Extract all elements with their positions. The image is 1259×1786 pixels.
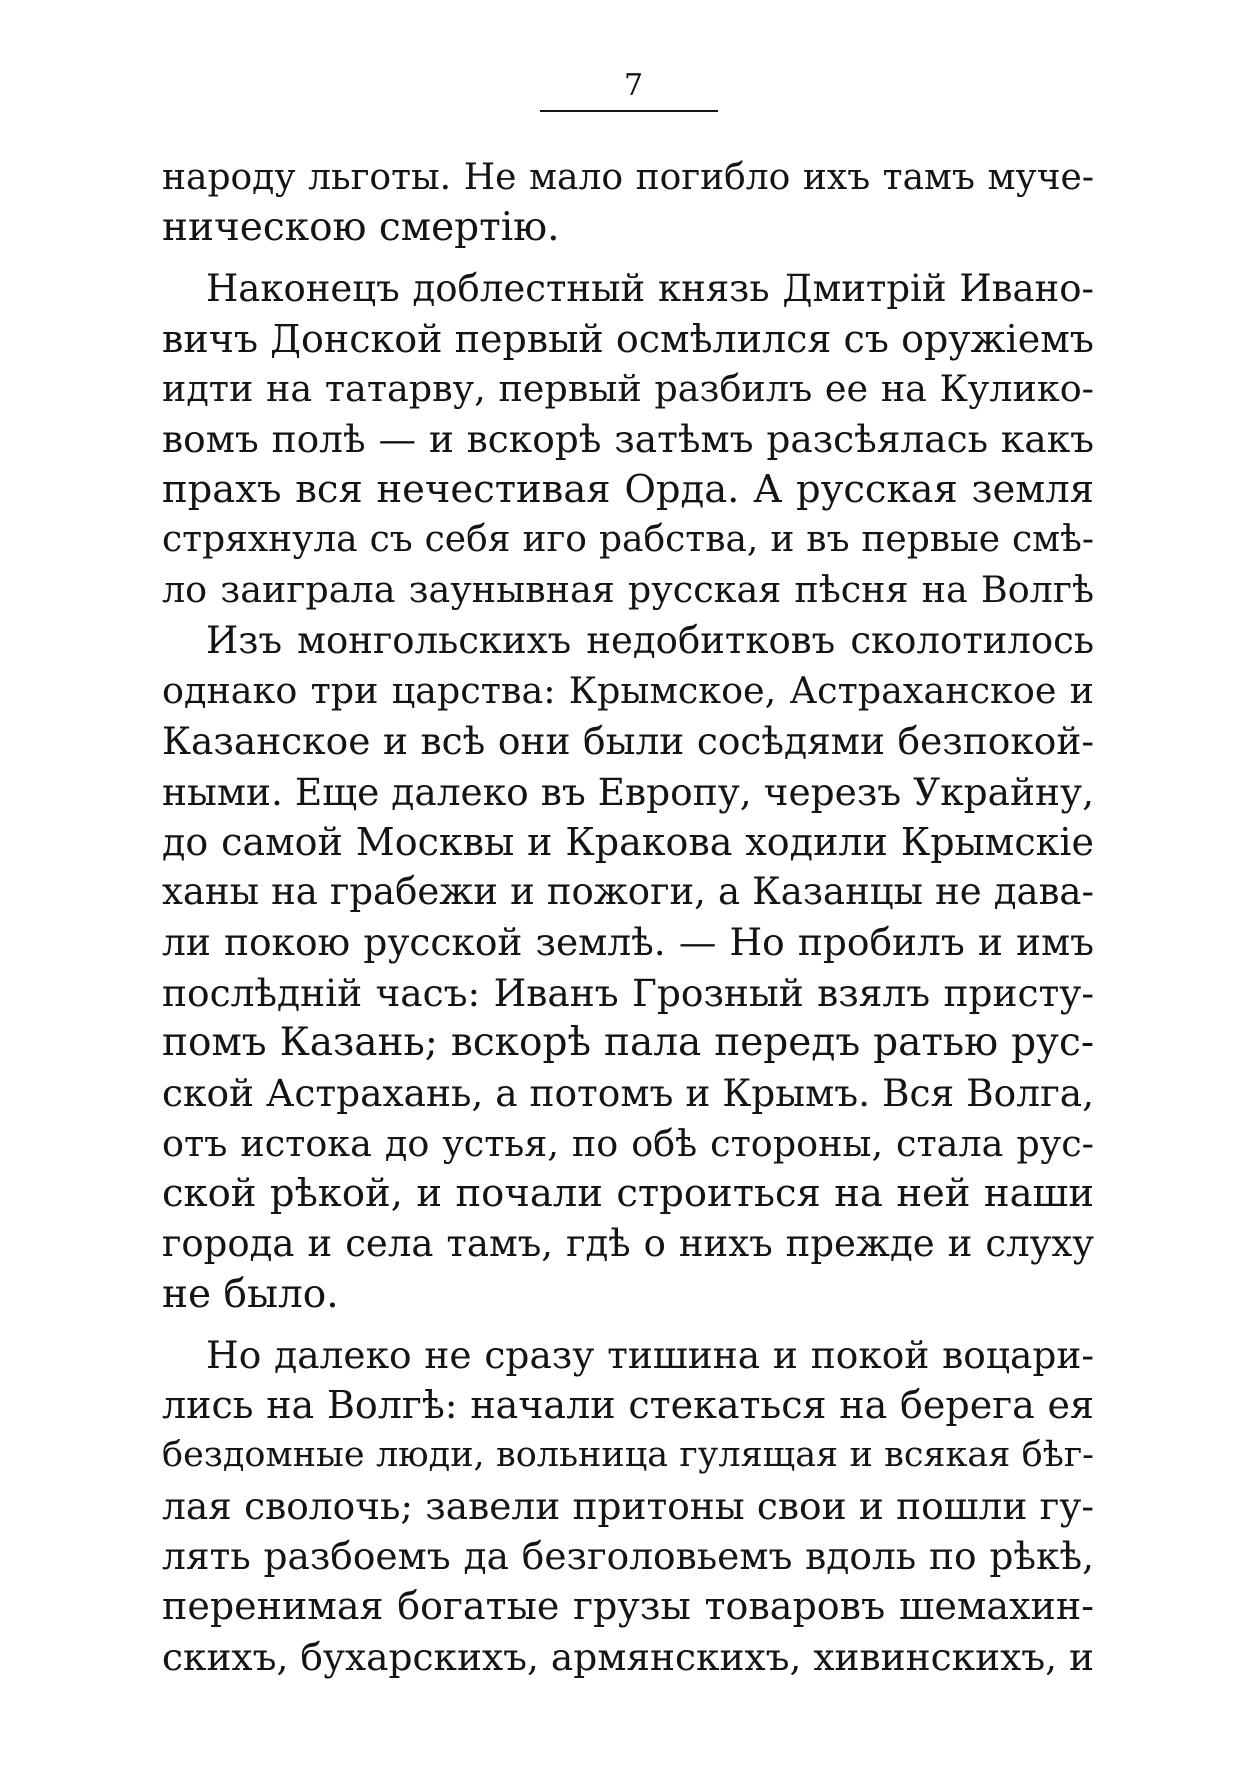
text-line: отъ истока до устья, по обѣ стороны, стала рус-: [162, 1121, 1094, 1165]
text-line: бездомные люди, вольница гулящая и всякая бѣг-: [162, 1435, 1094, 1476]
text-line: ными. Еще далеко въ Европу, черезъ Украйну,: [162, 769, 1094, 814]
text-line: однако три царства: Крымское, Астраханское и: [162, 668, 1094, 712]
text-line: лая сволочь; завели притоны свои и пошли гу-: [162, 1483, 1094, 1528]
text-line: вомъ полѣ — и вскорѣ затѣмъ разсѣялась какъ: [162, 417, 1094, 462]
text-line: Но далеко не сразу тишина и покой воцари-: [206, 1332, 1094, 1377]
page-header: [540, 66, 740, 126]
text-line: ли покою русской землѣ. — Но пробилъ и имъ: [162, 920, 1094, 965]
paragraph-2: [162, 264, 1094, 616]
text-line: вичъ Донской первый осмѣлился съ оружiемъ: [162, 316, 1094, 361]
text-line: города и села тамъ, гдѣ о нихъ прежде и слуху: [162, 1222, 1094, 1266]
text-line: Изъ монгольскихъ недобитковъ сколотилось: [206, 618, 1094, 662]
text-line: помъ Казань; вскорѣ пала передъ ратью рус-: [162, 1020, 1094, 1066]
text-line: лять разбоемъ да безголовьемъ вдоль по рѣкѣ,: [162, 1534, 1094, 1579]
text-line: ханы на грабежи и пожоги, а Казанцы не дава-: [162, 870, 1094, 914]
text-line: перенимая богатые грузы товаровъ шемахин-: [162, 1584, 1094, 1629]
text-line: Наконецъ доблестный князь Дмитрiй Ивано-: [206, 266, 1094, 310]
text-line: не было.: [162, 1271, 339, 1317]
text-line: идти на татарву, первый разбилъ ее на Кулико-: [162, 367, 1094, 411]
paragraph-3: [162, 616, 1094, 1320]
body-text: [162, 153, 1094, 1682]
text-line: до самой Москвы и Кракова ходили Крымскiе: [162, 819, 1094, 864]
text-line: стряхнула съ себя иго рабства, и въ первые смѣ-: [162, 519, 1094, 561]
text-line: ническою смертiю.: [162, 205, 560, 251]
header-rule: [540, 110, 718, 112]
text-line: Казанское и всѣ они были сосѣдями безпокой-: [162, 719, 1094, 764]
text-line: народу льготы. Не мало погибло ихъ тамъ муче-: [162, 157, 1094, 198]
text-line: скихъ, бухарскихъ, армянскихъ, хивинскихъ, и: [162, 1634, 1094, 1679]
text-line: прахъ вся нечестивая Орда. А русская земля: [162, 466, 1094, 512]
text-line: послѣднiй часъ: Иванъ Грозный взялъ присту-: [162, 970, 1094, 1015]
page-number: 7: [624, 68, 644, 103]
paragraph-1: [162, 153, 1094, 254]
text-line: лись на Волгѣ: начали стекаться на берега ея: [162, 1383, 1094, 1428]
text-line: ской рѣкой, и почали строиться на ней наши: [162, 1170, 1094, 1216]
text-line: ло заиграла заунывная русская пѣсня на Волгѣ: [162, 568, 1094, 612]
paragraph-4: [162, 1330, 1094, 1682]
text-line: ской Астрахань, а потомъ и Крымъ. Вся Волга,: [162, 1071, 1094, 1116]
